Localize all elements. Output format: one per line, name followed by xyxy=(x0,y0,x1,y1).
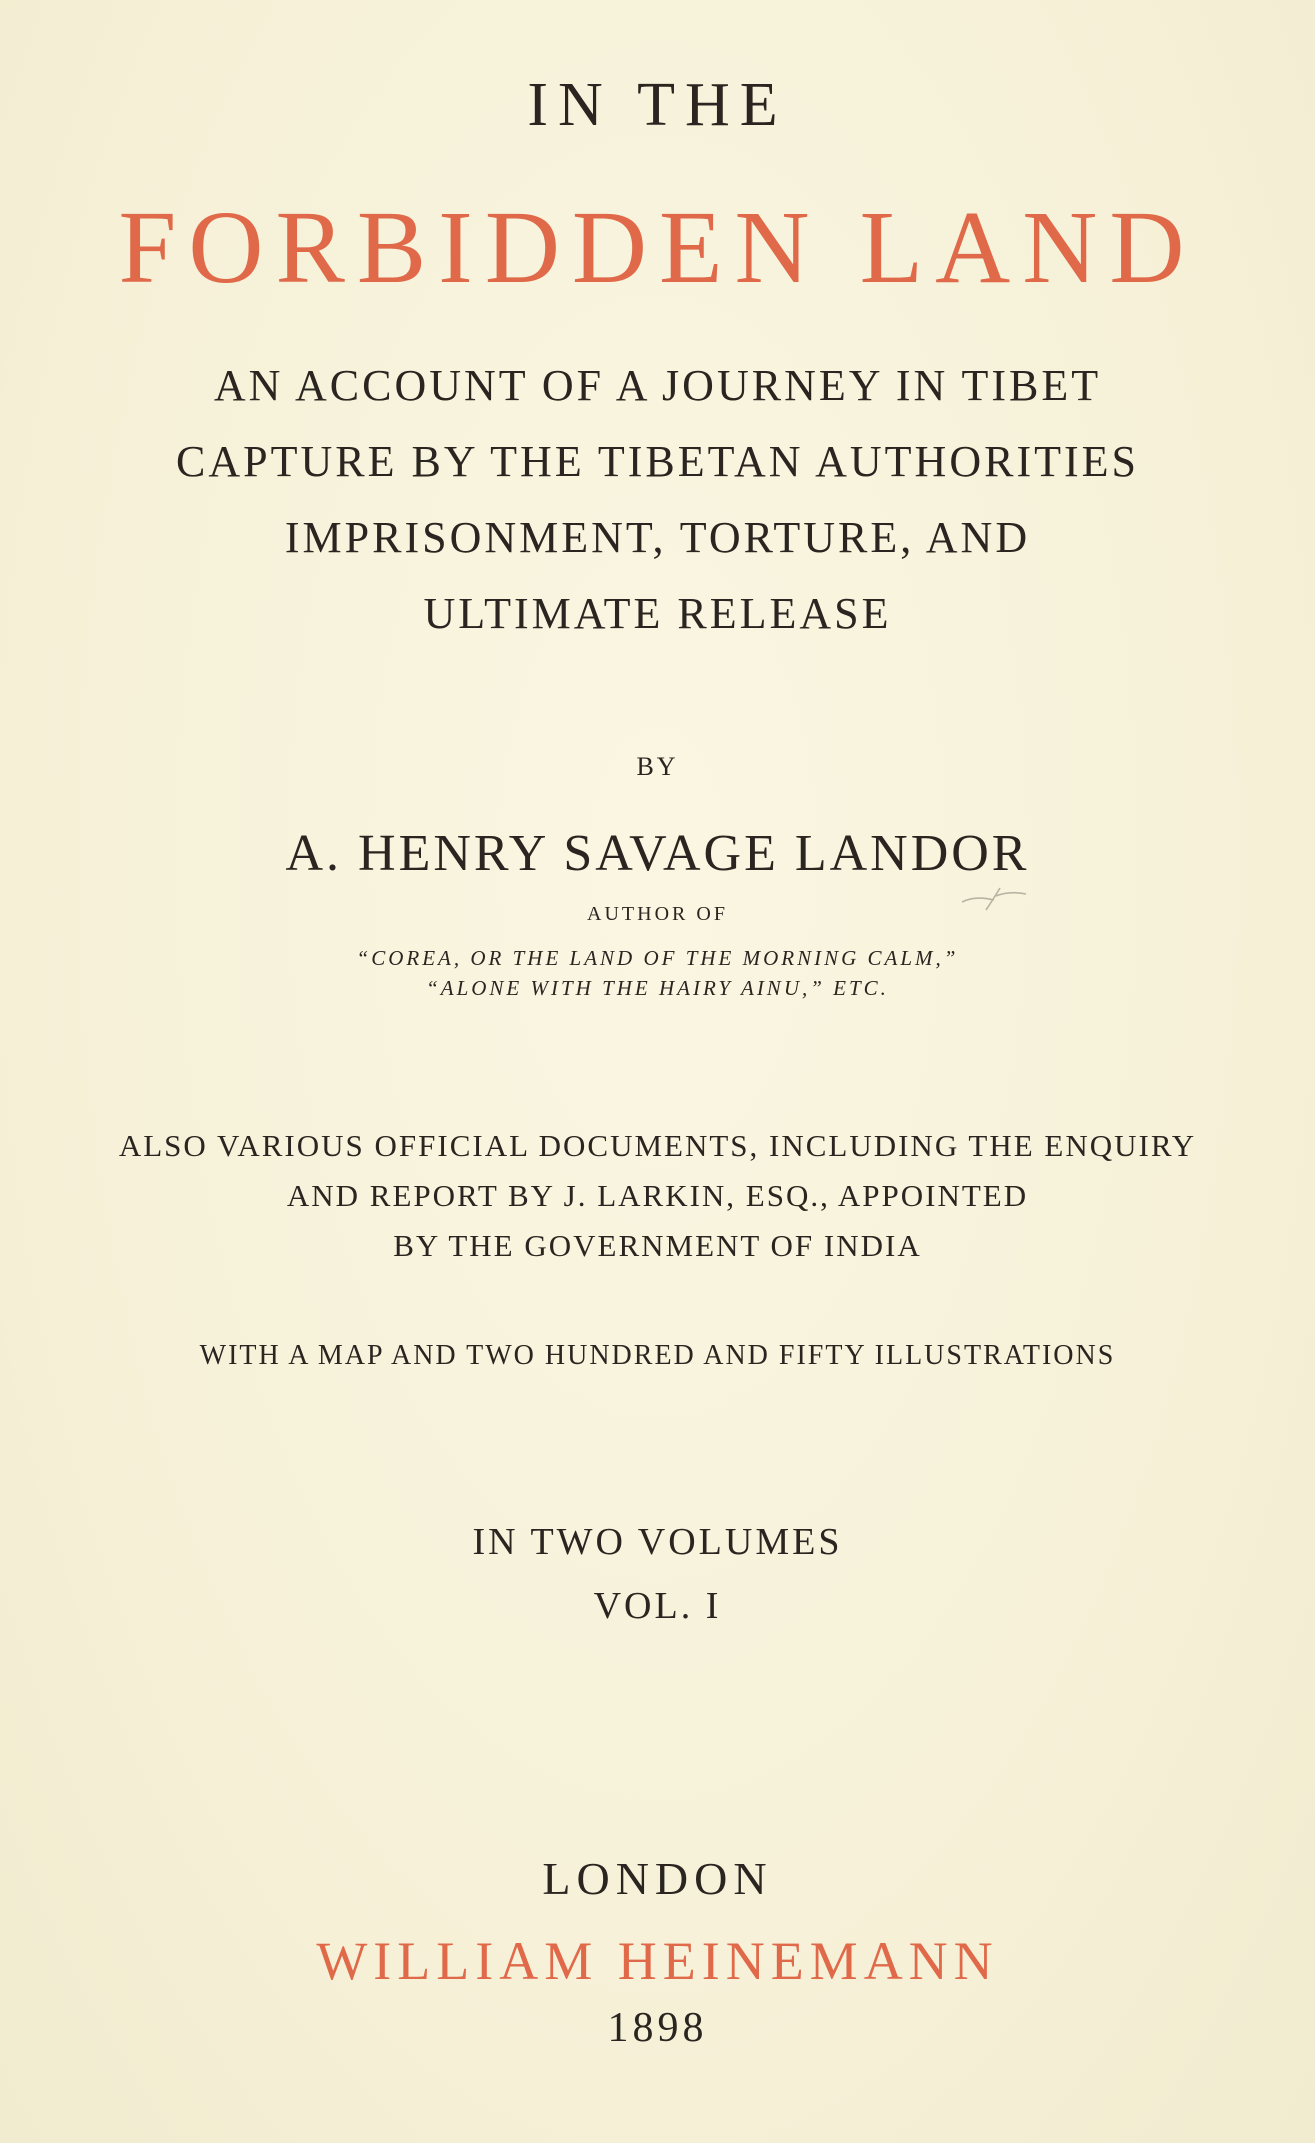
subtitle-line-2: CAPTURE BY THE TIBETAN AUTHORITIES xyxy=(176,437,1139,486)
subtitle-line-4: ULTIMATE RELEASE xyxy=(423,589,892,638)
author-name: A. HENRY SAVAGE LANDOR xyxy=(285,825,1030,882)
subtitle-line-3: IMPRISONMENT, TORTURE, AND xyxy=(284,513,1031,562)
subtitle-line-1: AN ACCOUNT OF A JOURNEY IN TIBET xyxy=(213,361,1102,410)
also-line-3: BY THE GOVERNMENT OF INDIA xyxy=(393,1228,922,1263)
publication-year: 1898 xyxy=(607,2005,708,2051)
also-line-1: ALSO VARIOUS OFFICIAL DOCUMENTS, INCLUDING THE ENQUIRY xyxy=(118,1128,1197,1163)
volume-number: VOL. I xyxy=(593,1585,722,1627)
publisher-name: WILLIAM HEINEMANN xyxy=(316,1931,999,1991)
author-of-label: AUTHOR OF xyxy=(587,903,728,925)
also-line-2: AND REPORT BY J. LARKIN, ESQ., APPOINTED xyxy=(286,1178,1029,1213)
book-title: FORBIDDEN LAND xyxy=(118,190,1197,305)
imprint-city: LONDON xyxy=(542,1853,773,1904)
other-work-2: “ALONE WITH THE HAIRY AINU,” ETC. xyxy=(426,976,889,1000)
pencil-mark-icon xyxy=(960,884,1030,914)
by-label: BY xyxy=(636,752,679,781)
other-work-1: “COREA, OR THE LAND OF THE MORNING CALM,” xyxy=(356,946,959,970)
volumes-note: IN TWO VOLUMES xyxy=(472,1521,843,1563)
illustrations-note: WITH A MAP AND TWO HUNDRED AND FIFTY ILLUSTRATIONS xyxy=(199,1340,1116,1371)
pre-title: IN THE xyxy=(527,71,788,139)
